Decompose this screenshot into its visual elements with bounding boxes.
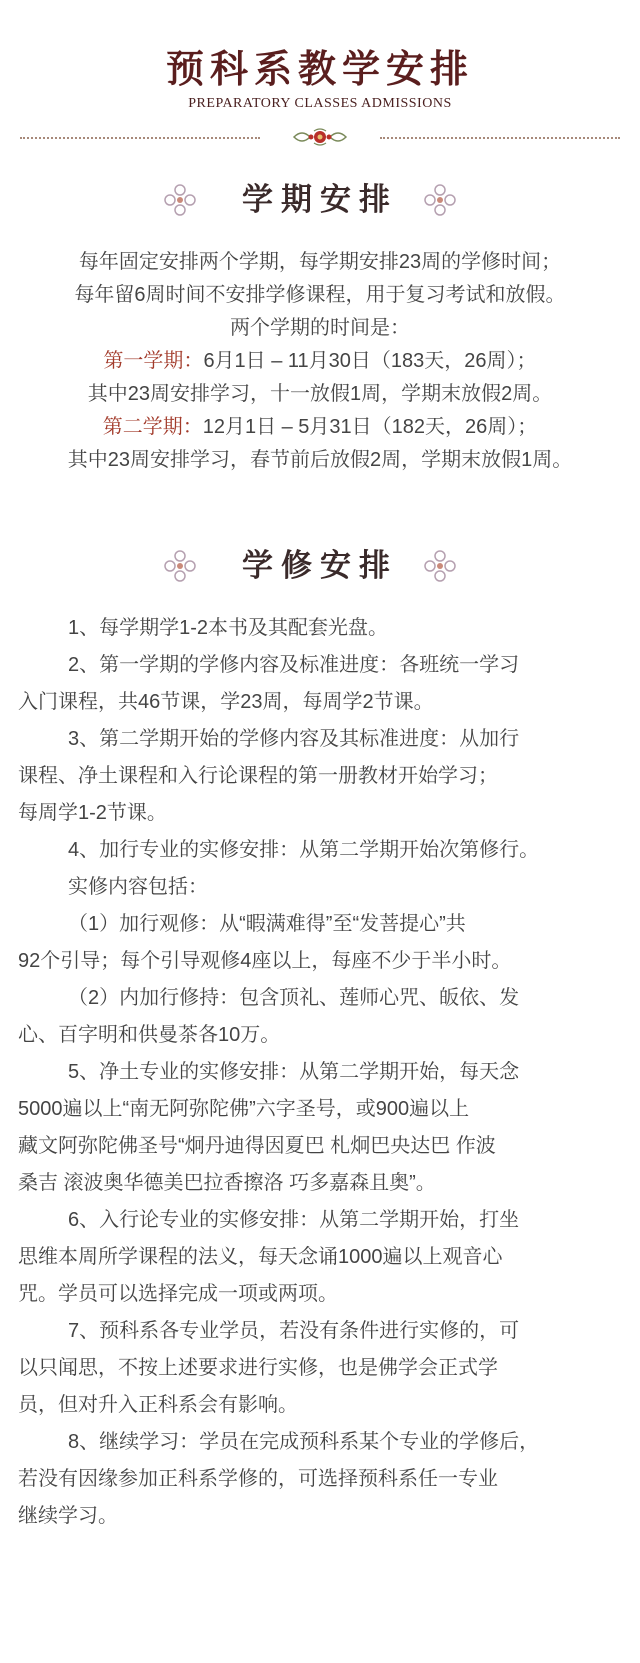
text-line: 92个引导；每个引导观修4座以上，每座不少于半小时。 [18, 950, 512, 972]
text-line: 6、入行论专业的实修安排：从第二学期开始，打坐 [68, 1209, 520, 1231]
divider-dotted-line-right [380, 137, 620, 139]
section-title: 学修安排 [242, 548, 398, 584]
text-line: 入门课程，共46节课，学23周，每周学2节课。 [18, 691, 434, 713]
text-line: 每周学1-2节课。 [18, 802, 167, 824]
text-line: 继续学习。 [18, 1505, 118, 1527]
text-line: 心、百字明和供曼茶各10万。 [18, 1024, 281, 1046]
text-line: 2、第一学期的学修内容及标准进度：各班统一学习 [68, 654, 520, 676]
text-line: 1、每学期学1-2本书及其配套光盘。 [68, 617, 389, 639]
term2-note: 其中23周安排学习，春节前后放假2周，学期末放假1周。 [67, 449, 573, 471]
section-heading-term [0, 180, 640, 220]
divider-dotted-line-left [20, 137, 260, 139]
text-line: 实修内容包括： [68, 876, 208, 898]
lotus-flower-icon [422, 182, 458, 218]
page-title: 预科系教学安排 [165, 46, 474, 91]
text-line: 桑吉 滚波奥华德美巴拉香擦洛 巧多嘉森且奥”。 [18, 1172, 436, 1194]
study-plan-text [18, 610, 622, 1535]
page-subtitle: PREPARATORY CLASSES ADMISSIONS [188, 96, 452, 111]
text-line: 员，但对升入正科系会有影响。 [18, 1394, 298, 1416]
term2-line [0, 411, 640, 444]
lotus-flower-icon [422, 548, 458, 584]
term1-line [0, 345, 640, 378]
term1-dates: 6月1日 – 11月30日（183天，26周）； [203, 350, 537, 372]
term2-label: 第二学期： [102, 416, 203, 438]
text-line: 若没有因缘参加正科系学修的，可选择预科系任一专业 [18, 1468, 498, 1490]
section-heading-study [0, 546, 640, 586]
section-title: 学期安排 [242, 182, 398, 218]
term1-label: 第一学期： [103, 350, 204, 372]
term-schedule-text [0, 246, 640, 477]
text-line: 藏文阿弥陀佛圣号“炯丹迪得因夏巴 札炯巴央达巴 作波 [18, 1135, 496, 1157]
floral-ornament-icon [290, 126, 350, 148]
text-line: 4、加行专业的实修安排：从第二学期开始次第修行。 [68, 839, 540, 861]
text-line: 3、第二学期开始的学修内容及其标准进度：从加行 [68, 728, 520, 750]
text-line: 7、预科系各专业学员，若没有条件进行实修的，可 [68, 1320, 520, 1342]
text-line: 以只闻思，不按上述要求进行实修，也是佛学会正式学 [18, 1357, 498, 1379]
text-line: 5、净土专业的实修安排：从第二学期开始，每天念 [68, 1061, 520, 1083]
term2-dates: 12月1日 – 5月31日（182天，26周）； [202, 416, 538, 438]
text-line: 5000遍以上“南无阿弥陀佛”六字圣号，或900遍以上 [18, 1098, 470, 1120]
term1-note: 其中23周安排学习，十一放假1周，学期末放假2周。 [87, 383, 553, 405]
text-line: 思维本周所学课程的法义，每天念诵1000遍以上观音心 [18, 1246, 503, 1268]
text-line: 咒。学员可以选择完成一项或两项。 [18, 1283, 338, 1305]
text-line: 每年留6周时间不安排学修课程，用于复习考试和放假。 [74, 284, 566, 306]
text-line: 课程、净土课程和入行论课程的第一册教材开始学习； [18, 765, 498, 787]
text-line: （2）内加行修持：包含顶礼、莲师心咒、皈依、发 [68, 987, 520, 1009]
title-divider [20, 130, 620, 144]
text-line: 每年固定安排两个学期，每学期安排23周的学修时间； [78, 251, 562, 273]
text-line: 8、继续学习：学员在完成预科系某个专业的学修后， [68, 1431, 540, 1453]
text-line: 两个学期的时间是： [230, 317, 410, 339]
text-line: （1）加行观修：从“暇满难得”至“发菩提心”共 [68, 913, 466, 935]
